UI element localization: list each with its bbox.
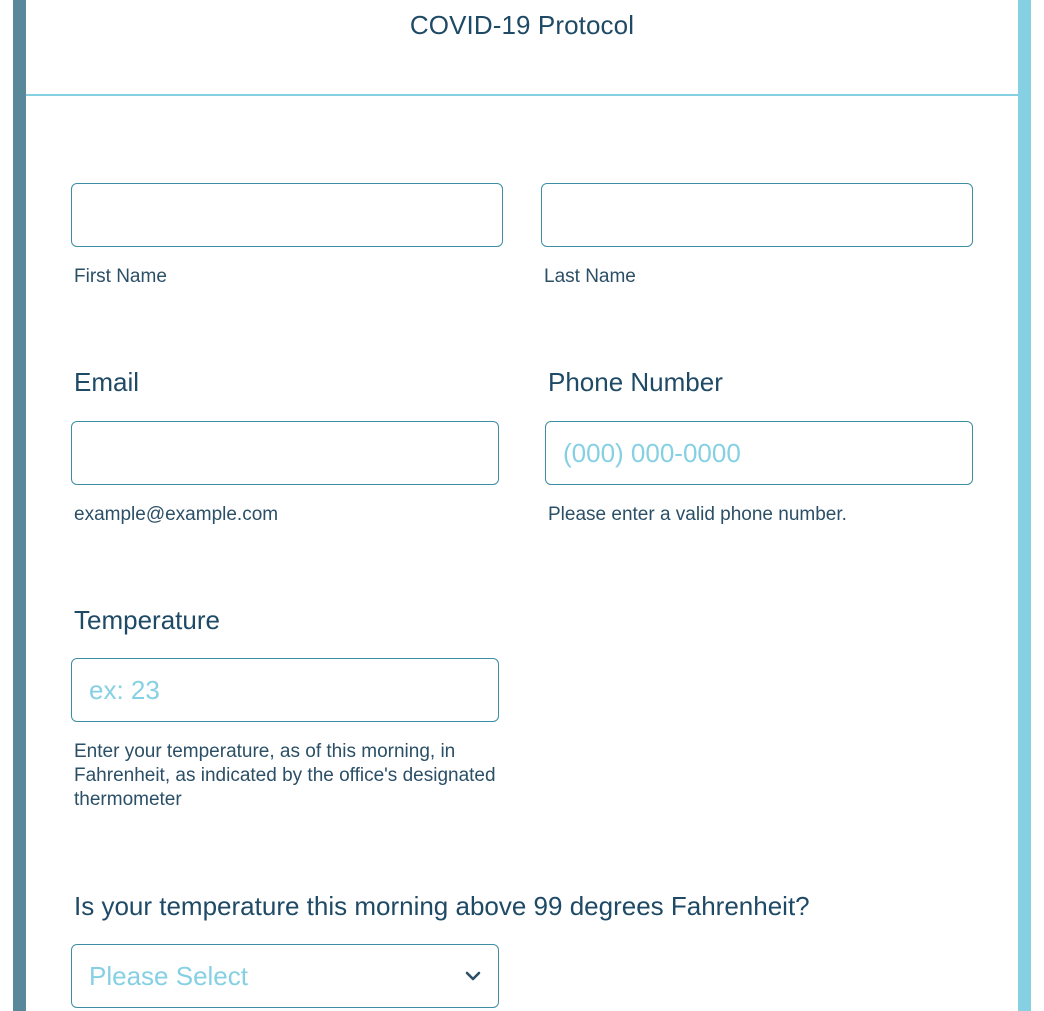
temperature-placeholder: ex: 23 <box>89 674 160 705</box>
form-title: COVID-19 Protocol <box>409 10 635 40</box>
phone-label: Phone Number <box>548 367 723 397</box>
phone-input[interactable] <box>545 421 973 485</box>
chevron-down-icon <box>464 967 482 985</box>
temperature-label: Temperature <box>74 605 220 635</box>
header-divider <box>26 94 1018 96</box>
above-99-select[interactable] <box>71 944 499 1008</box>
left-accent-bar <box>13 0 26 1011</box>
above-99-label: Is your temperature this morning above 99 degrees Fahrenheit? <box>74 891 810 921</box>
right-accent-bar <box>1018 0 1031 1011</box>
temperature-input[interactable] <box>71 658 499 722</box>
phone-placeholder: (000) 000-0000 <box>563 437 741 468</box>
last-name-input[interactable] <box>541 183 973 247</box>
form-header <box>26 0 1018 95</box>
first-name-input[interactable] <box>71 183 503 247</box>
temperature-sublabel: Enter your temperature, as of this morning, in Fahrenheit, as indicated by the office's designated thermometer <box>74 741 496 810</box>
email-input[interactable] <box>71 421 499 485</box>
above-99-selected: Please Select <box>89 960 248 991</box>
email-label: Email <box>74 367 140 397</box>
phone-sublabel: Please enter a valid phone number. <box>548 504 847 525</box>
first-name-sublabel: First Name <box>74 266 167 287</box>
email-sublabel: example@example.com <box>74 504 279 525</box>
last-name-sublabel: Last Name <box>544 266 636 287</box>
